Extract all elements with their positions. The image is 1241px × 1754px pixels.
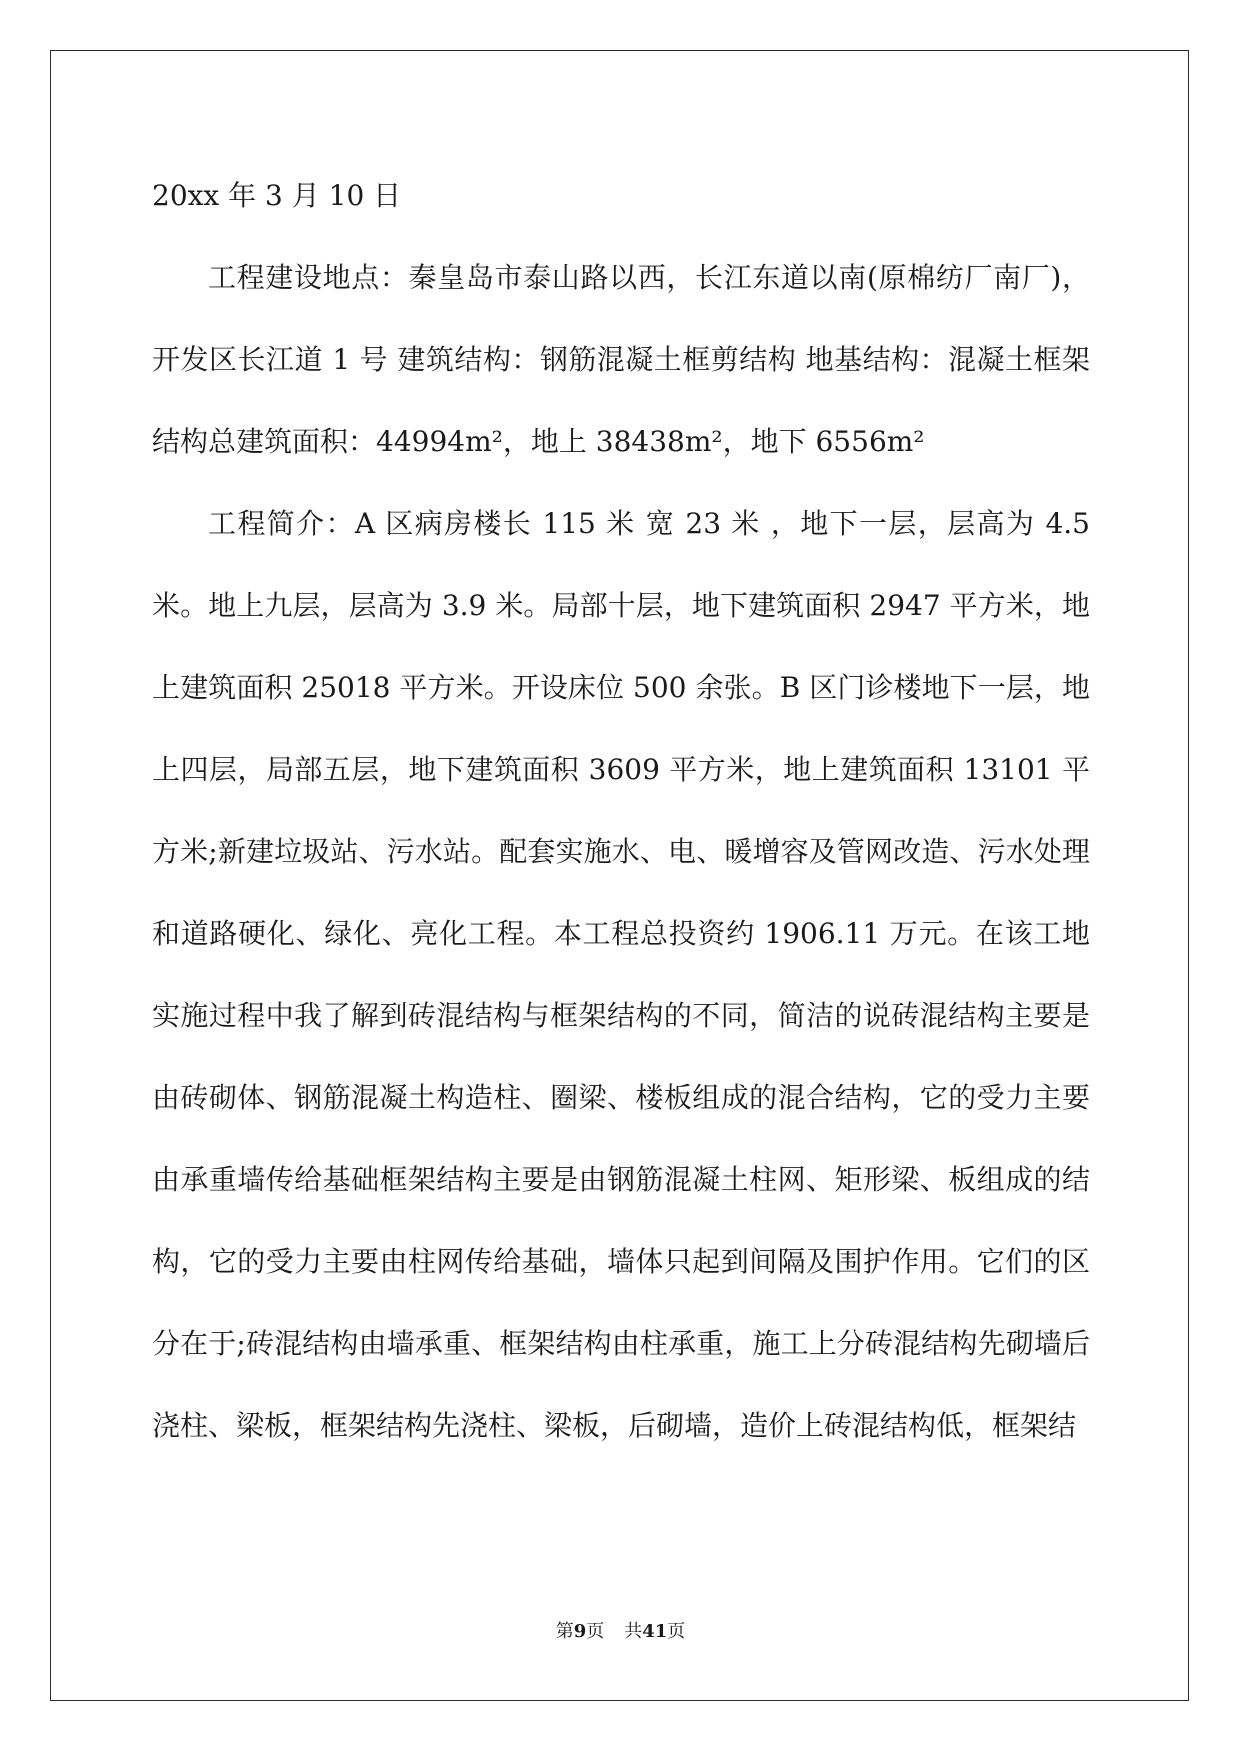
page-footer (0, 1620, 1241, 1644)
document-body (152, 155, 1090, 1467)
paragraph-location: 工程建设地点：秦皇岛市泰山路以西，长江东道以南(原棉纺厂南厂)，开发区长江道 1 号 建筑结构：钢筋混凝土框剪结构 地基结构：混凝土框架结构总建筑面积：44994m²，地上 38438m²，地下 6556m² (152, 261, 1090, 458)
page-prefix: 第 (555, 1621, 574, 1642)
paragraph-overview: 工程简介：A 区病房楼长 115 米 宽 23 米 ，地下一层，层高为 4.5 米。地上九层，层高为 3.9 米。局部十层，地下建筑面积 2947 平方米，地上建筑面积 25018 平方米。开设床位 500 余张。B 区门诊楼地下一层，地上四层，局部五层，地下建筑面积 3609 平方米，地上建筑面积 13101 平方米;新建垃圾站、污水站。配套实施水、电、暖增容及管网改造、污水处理和道路硬化、绿化、亮化工程。本工程总投资约 1906.11 万元。在该工地实施过程中我了解到砖混结构与框架结构的不同，简洁的说砖混结构主要是由砖砌体、钢筋混凝土构造柱、圈梁、楼板组成的混合结构，它的受力主要由承重墙传给基础框架结构主要是由钢筋混凝土柱网、矩形梁、板组成的结构，它的受力主要由柱网传给基础，墙体只起到间隔及围护作用。它们的区分在于;砖混结构由墙承重、框架结构由柱承重，施工上分砖混结构先砌墙后浇柱、梁板，框架结构先浇柱、梁板，后砌墙，造价上砖混结构低，框架结 (152, 507, 1090, 1442)
page-suffix: 页 (586, 1621, 605, 1642)
total-prefix: 共 (624, 1621, 643, 1642)
document-date: 20xx 年 3 月 10 日 (152, 179, 402, 212)
total-suffix: 页 (667, 1621, 686, 1642)
page-current: 9 (573, 1621, 587, 1642)
page-total: 41 (642, 1621, 668, 1642)
